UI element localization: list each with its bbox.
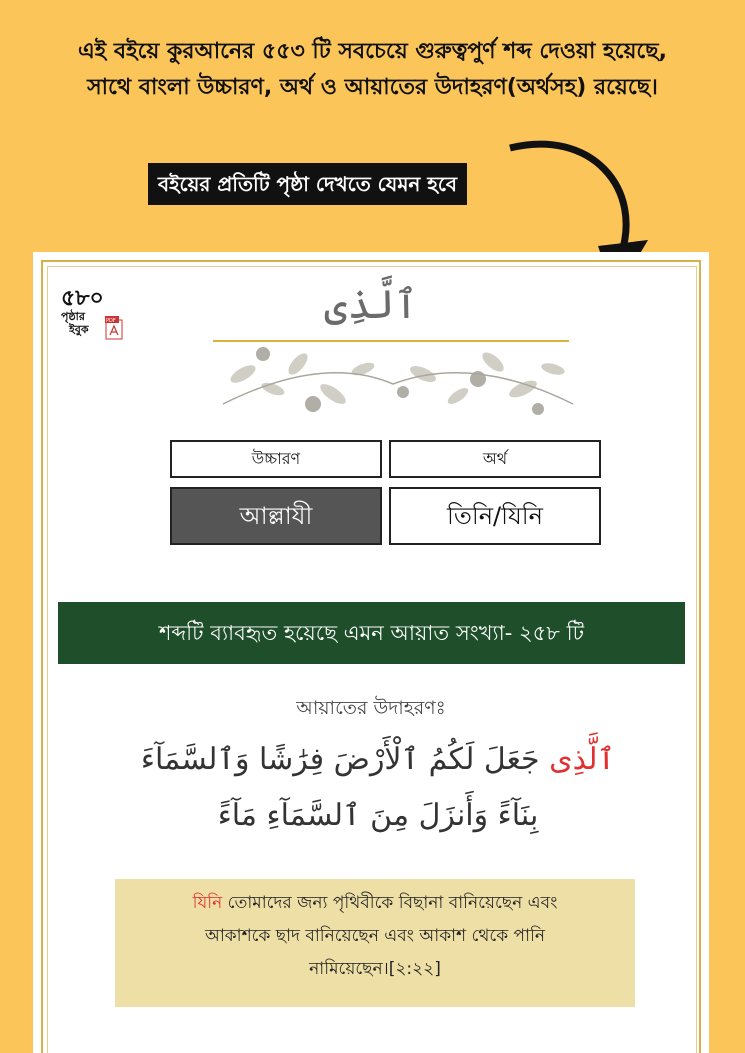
meaning-label: অর্থ [389,440,601,478]
preview-banner: বইয়ের প্রতিটি পৃষ্ঠা দেখতে যেমন হবে [148,163,467,205]
leaf-decoration [203,334,583,424]
meaning-highlight: যিনি [192,893,223,913]
ayah-text [83,732,673,844]
pronunciation-value: আল্লাযী [170,487,382,545]
svg-text:PDF: PDF [106,318,116,324]
pronunciation-label: উচ্চারণ [170,440,382,478]
meaning-value: তিনি/যিনি [389,487,601,545]
ayah-line-1-rest: جَعَلَ لَكُمُ ٱلْأَرْضَ فِرَٰشًا وَٱلسَّمَآءَ [140,742,550,777]
badge-line-1: পৃষ্ঠার [61,310,85,323]
badge-number: ৫৮০ [61,286,104,311]
example-label: আয়াতের উদাহরণঃ [296,697,446,719]
sample-page [33,252,709,1053]
arabic-word: ٱلَّذِى [324,282,418,328]
ayah-line-2: بِنَآءً وَأَنزَلَ مِنَ ٱلسَّمَآءِ مَآءً [217,798,539,833]
pdf-icon [105,316,123,340]
meaning-line-3: নামিয়েছেন।[২:২২] [309,959,441,979]
meaning-box [115,879,635,1007]
meaning-line-1 [115,887,635,920]
badge-line-2: ইবুক [69,323,89,336]
headline-line-1: এই বইয়ে কুরআনের ৫৫৩ টি সবচেয়ে গুরুত্বপুর্ণ শব্দ দেওয়া হয়েছে, [78,39,667,64]
headline [20,34,725,106]
meaning-line-2: আকাশকে ছাদ বানিয়েছেন এবং আকাশ থেকে পানি [204,926,546,946]
usage-count-bar: শব্দটি ব্যাবহৃত হয়েছে এমন আয়াত সংখ্যা- ২৫৮ টি [58,602,685,664]
meaning-line-1-rest: তোমাদের জন্য পৃথিবীকে বিছানা বানিয়েছেন এবং [222,893,558,913]
headline-line-2: সাথে বাংলা উচ্চারণ, অর্থ ও আয়াতের উদাহরণ(অর্থসহ) রয়েছে। [87,75,658,100]
ayah-line-1 [83,732,673,788]
ayah-highlight: ٱلَّذِى [549,742,616,777]
ebook-badge [61,288,121,348]
